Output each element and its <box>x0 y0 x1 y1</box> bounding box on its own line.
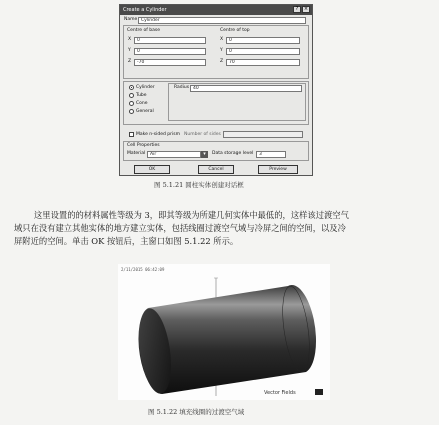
chevron-down-icon[interactable]: ▾ <box>201 151 208 158</box>
storage-field[interactable]: 3 <box>256 151 286 158</box>
cylinder-figure <box>118 264 330 400</box>
radio-tube-label: Tube <box>136 92 147 98</box>
help-button[interactable]: ? <box>293 6 301 13</box>
top-x-field[interactable]: 0 <box>226 37 300 44</box>
cancel-button[interactable]: Cancel <box>198 165 234 174</box>
radio-cylinder-label: Cylinder <box>136 84 155 90</box>
sides-label: Number of sides <box>184 131 221 137</box>
base-x-axis-label: X <box>128 37 132 42</box>
top-x-axis-label: X <box>220 37 224 42</box>
base-z-field[interactable]: -70 <box>134 59 206 66</box>
name-field[interactable]: Cylinder <box>138 17 306 24</box>
radio-tube[interactable] <box>129 93 134 98</box>
top-z-field[interactable]: 70 <box>226 59 300 66</box>
cylinder-render <box>118 264 330 400</box>
radio-cylinder[interactable] <box>129 85 134 90</box>
paragraph-line-1: 这里设置的的材料属性等级为 3，即其等级为所建几何实体中最低的，这样该过渡空气 <box>34 210 349 220</box>
centre-top-label: Centre of top <box>220 28 250 33</box>
figure-caption-2: 图 5.1.22 填充线圈的过渡空气域 <box>148 408 245 416</box>
material-label: Material <box>127 151 146 156</box>
radio-cone[interactable] <box>129 101 134 106</box>
top-z-axis-label: Z <box>220 59 224 64</box>
storage-label: Data storage level <box>212 151 254 156</box>
base-x-field[interactable]: 0 <box>134 37 206 44</box>
base-y-axis-label: Y <box>128 48 131 53</box>
close-button[interactable]: × <box>303 6 309 12</box>
material-select[interactable]: Air <box>147 151 201 158</box>
cell-properties-label: Cell Properties <box>127 143 160 148</box>
centre-base-label: Centre of base <box>127 28 160 33</box>
dialog-title: Create a Cylinder <box>120 5 312 15</box>
radius-field[interactable]: 40 <box>190 85 302 92</box>
radio-general-label: General <box>136 108 154 114</box>
base-z-axis-label: Z <box>128 59 132 64</box>
radio-cone-label: Cone <box>136 100 148 106</box>
prism-checkbox[interactable] <box>129 132 134 137</box>
base-y-field[interactable]: 0 <box>134 48 206 55</box>
vector-fields-logo: Vector Fields <box>264 390 296 396</box>
radius-label: Radius <box>174 85 190 90</box>
figure-timestamp: 2/11/2015 06:42:09 <box>121 267 165 272</box>
vector-fields-logo-mark <box>315 389 323 395</box>
figure-caption-1: 图 5.1.21 圆柱实体创建对话框 <box>154 181 244 189</box>
sides-field[interactable] <box>223 131 303 138</box>
paragraph-line-3: 屏附近的空间。单击 OK 按钮后，主窗口如图 5.1.22 所示。 <box>14 236 239 246</box>
prism-label: Make n-sided prism <box>136 131 180 137</box>
paragraph-line-2: 域只在没有建立其他实体的地方建立实体，包括线圈过渡空气域与冷屏之间的空间，以及冷 <box>14 223 346 233</box>
top-y-field[interactable]: 0 <box>226 48 300 55</box>
preview-button[interactable]: Preview <box>258 165 298 174</box>
name-label: Name <box>124 17 138 22</box>
create-cylinder-dialog <box>119 4 313 176</box>
ok-button[interactable]: OK <box>134 165 170 174</box>
top-y-axis-label: Y <box>220 48 223 53</box>
radio-general[interactable] <box>129 109 134 114</box>
